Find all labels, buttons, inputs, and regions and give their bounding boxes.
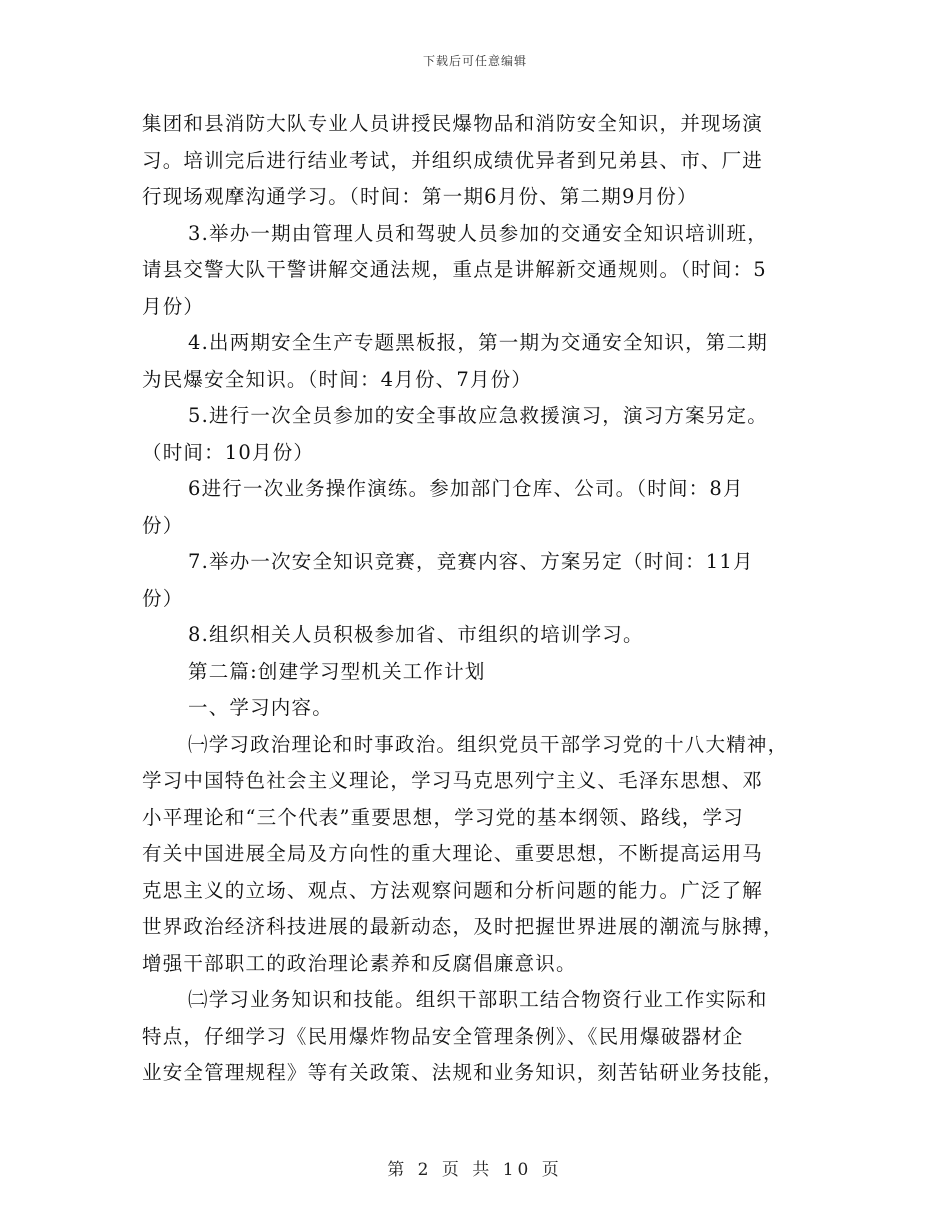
text-line: 5.进行一次全员参加的安全事故应急救援演习，演习方案另定。	[188, 404, 768, 427]
text-line: ㈡学习业务知识和技能。组织干部职工结合物资行业工作实际和	[188, 988, 768, 1011]
text-line: 请县交警大队干警讲解交通法规，重点是讲解新交通规则。（时间：5	[142, 258, 767, 281]
text-line: 增强干部职工的政治理论素养和反腐倡廉意识。	[142, 951, 577, 975]
text-line: 4.出两期安全生产专题黑板报，第一期为交通安全知识，第二期	[188, 331, 768, 354]
text-line: 有关中国进展全局及方向性的重大理论、重要思想，不断提高运用马	[142, 842, 764, 865]
text-line: 克思主义的立场、观点、方法观察问题和分析问题的能力。广泛了解	[142, 878, 764, 902]
text-line: 世界政治经济科技进展的最新动态，及时把握世界进展的潮流与脉搏，	[142, 915, 784, 938]
text-line: 业安全管理规程》等有关政策、法规和业务知识，刻苦钻研业务技能，	[142, 1061, 784, 1084]
section-title: 第二篇:创建学习型机关工作计划	[188, 659, 486, 683]
text-line: （时间：10月份）	[142, 440, 315, 464]
text-line: 集团和县消防大队专业人员讲授民爆物品和消防安全知识，并现场演	[142, 112, 764, 135]
text-line: 6进行一次业务操作演练。参加部门仓库、公司。（时间：8月	[188, 477, 744, 500]
text-line: 学习中国特色社会主义理论，学习马克思列宁主义、毛泽东思想、邓	[142, 769, 764, 792]
text-line: 份）	[142, 513, 184, 537]
text-line: 8.组织相关人员积极参加省、市组织的培训学习。	[188, 623, 644, 646]
page-header: 下载后可任意编辑	[422, 54, 527, 68]
text-line: 为民爆安全知识。（时间：4月份、7月份）	[142, 367, 533, 391]
text-line: 月份）	[142, 294, 205, 318]
document-body	[142, 106, 808, 1092]
text-line: 习。培训完后进行结业考试，并组织成绩优异者到兄弟县、市、厂进	[142, 148, 764, 172]
text-line: 特点，仔细学习《民用爆炸物品安全管理条例》、《民用爆破器材企	[142, 1024, 744, 1048]
page-number-footer: 第 2 页 共 10 页	[387, 1160, 563, 1180]
text-line: 小平理论和“三个代表”重要思想，学习党的基本纲领、路线，学习	[142, 805, 744, 829]
text-line: 3.举办一期由管理人员和驾驶人员参加的交通安全知识培训班，	[188, 221, 768, 245]
text-line: ㈠学习政治理论和时事政治。组织党员干部学习党的十八大精神，	[188, 732, 789, 756]
subsection-heading: 一、学习内容。	[188, 696, 333, 719]
text-line: 行现场观摩沟通学习。（时间：第一期6月份、第二期9月份）	[142, 185, 698, 208]
text-line: 7.举办一次安全知识竞赛，竞赛内容、方案另定（时间：11月	[188, 550, 754, 573]
text-line: 份）	[142, 586, 184, 610]
